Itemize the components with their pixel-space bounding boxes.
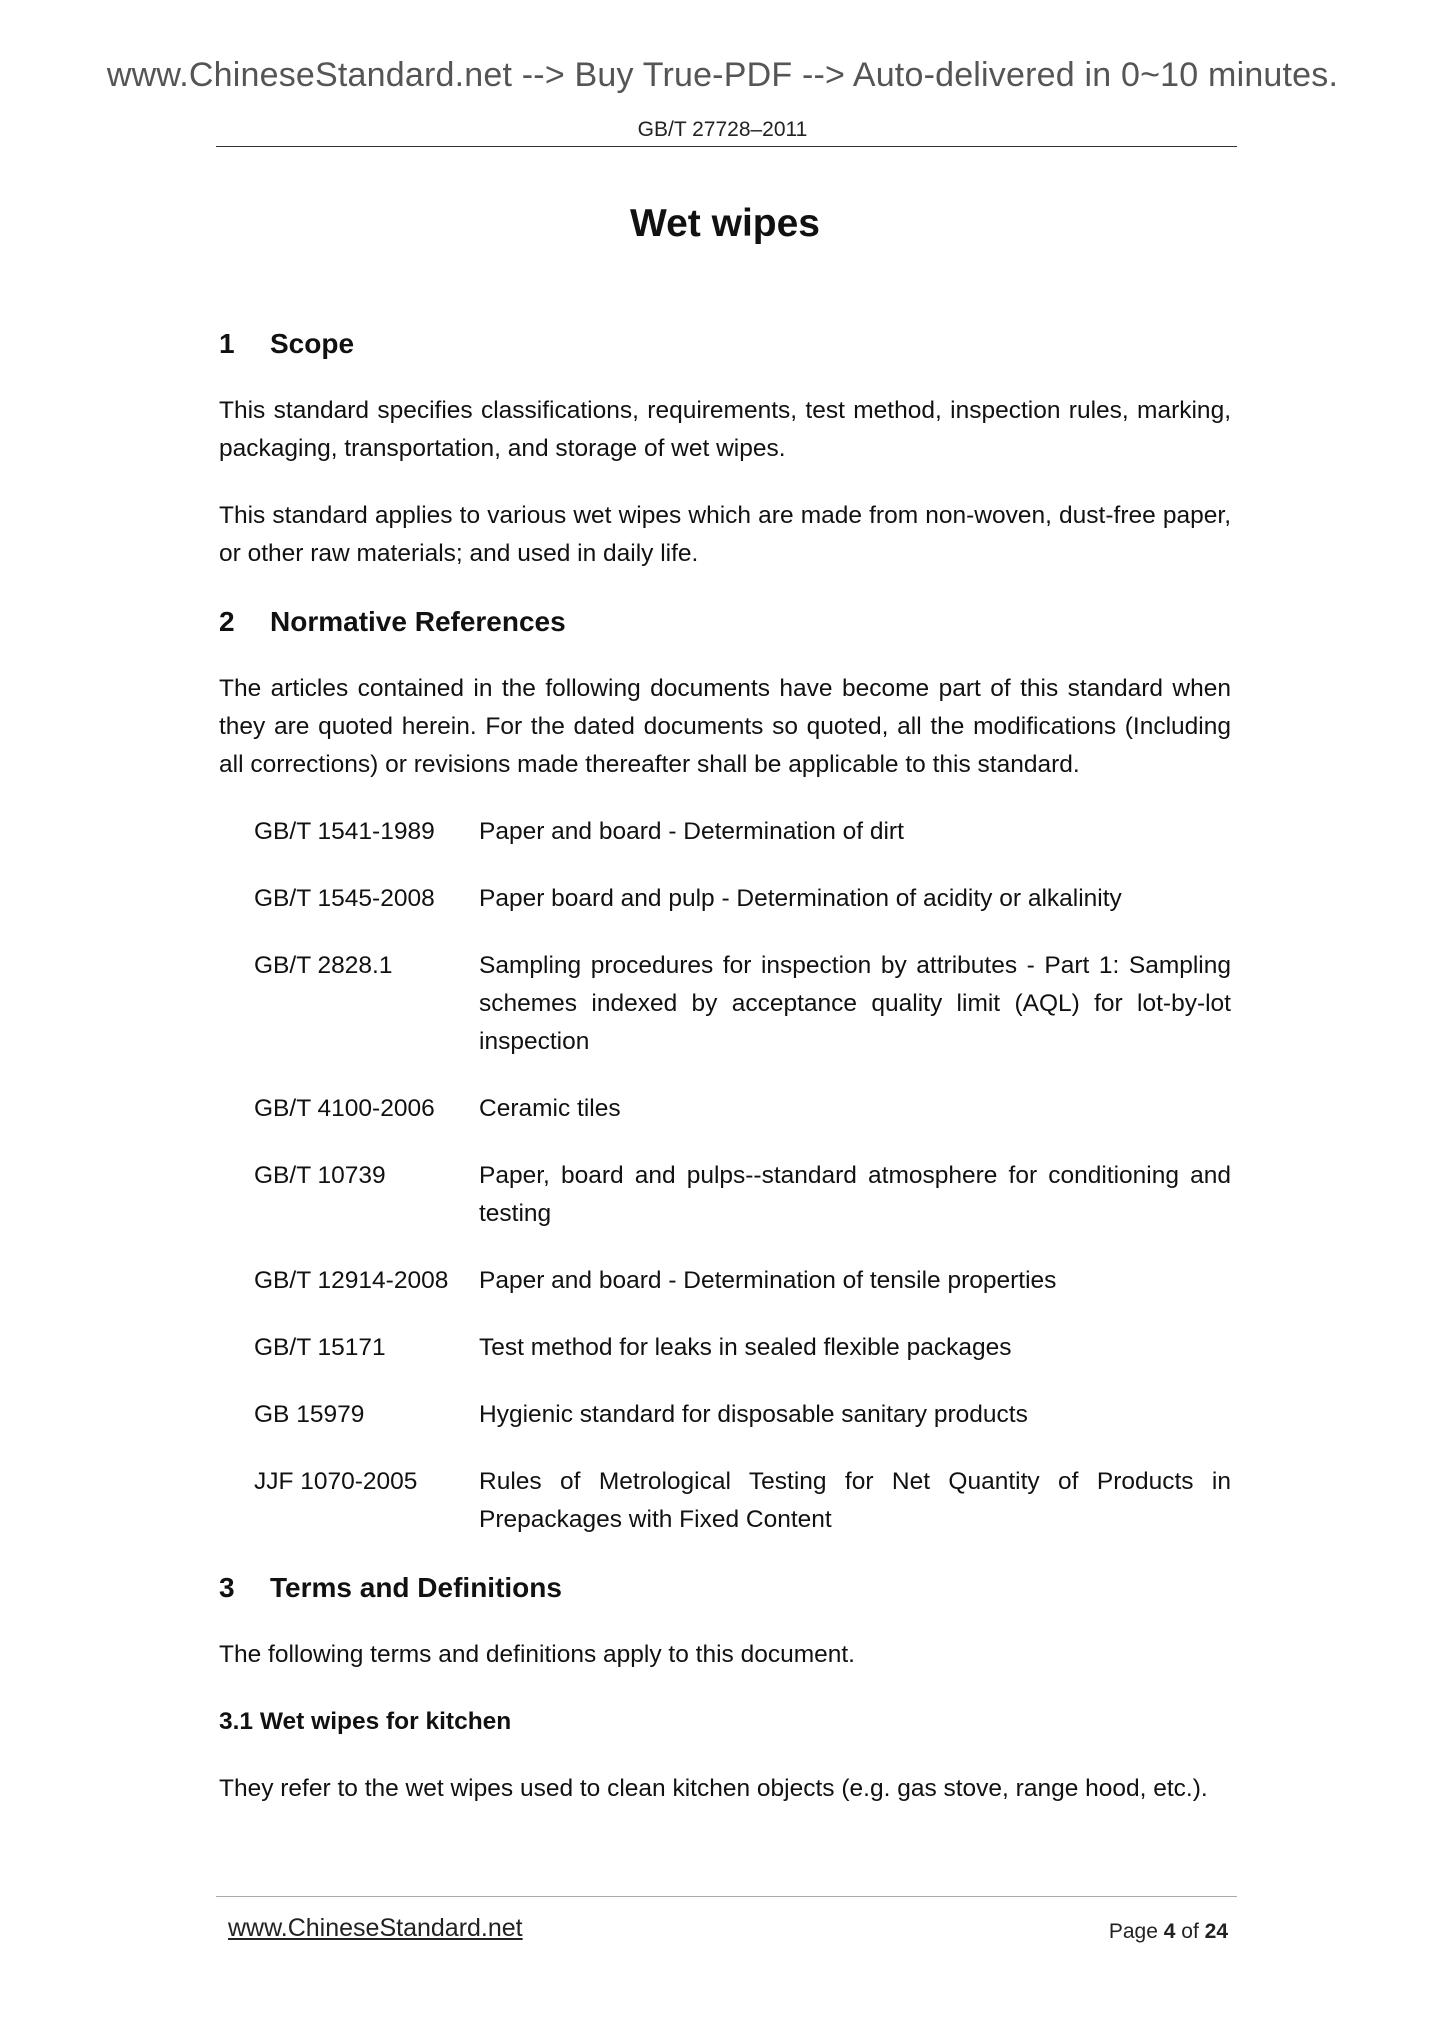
terms-intro: The following terms and definitions apply to this document.: [219, 1641, 855, 1668]
section-number: 1: [219, 328, 235, 359]
subsection-paragraph: They refer to the wet wipes used to clean kitchen objects (e.g. gas stove, range hood, etc.).: [219, 1775, 1208, 1802]
reference-code: GB/T 10739: [254, 1162, 386, 1189]
scope-paragraph: This standard applies to various wet wipes which are made from non-woven, dust-free paper, or other raw materials; and used in daily life.: [219, 502, 1231, 567]
reference-title: Sampling procedures for inspection by attributes - Part 1: Sampling schemes indexed by acceptance quality limit (AQL) for lot-by-lot inspection: [479, 952, 1231, 1055]
standard-code: GB/T 27728–2011: [637, 118, 808, 141]
footer-divider: [216, 1896, 1237, 1897]
section-number: 2: [219, 606, 235, 637]
reference-title: Paper, board and pulps--standard atmosphere for conditioning and testing: [479, 1162, 1231, 1227]
section-normative-heading: [219, 602, 1231, 642]
section-scope-heading: [219, 324, 1231, 364]
reference-title: Ceramic tiles: [479, 1095, 621, 1122]
reference-item: [219, 1463, 1231, 1539]
reference-list: [219, 813, 1231, 1539]
section-title: Scope: [270, 328, 355, 359]
header-divider: [216, 146, 1237, 147]
reference-item: [219, 1157, 1231, 1233]
section-terms-heading: [219, 1568, 1231, 1608]
page-label: Page: [1108, 1920, 1158, 1943]
reference-code: GB/T 12914-2008: [254, 1267, 449, 1294]
document-title: Wet wipes: [630, 202, 820, 245]
footer-website-link[interactable]: www.ChineseStandard.net: [228, 1914, 523, 1942]
reference-code: GB/T 4100-2006: [254, 1095, 435, 1122]
normative-intro: The articles contained in the following documents have become part of this standard when they are quoted herein. For the dated documents so quoted, all the modifications (Including all corrections) or revisions made thereafter shall be applicable to this standard.: [219, 675, 1231, 778]
page-current: 4: [1163, 1920, 1176, 1943]
reference-code: GB/T 1541-1989: [254, 818, 435, 845]
reference-item: [219, 1329, 1231, 1367]
section-title: Normative References: [270, 606, 566, 637]
reference-item: [219, 813, 1231, 851]
reference-title: Test method for leaks in sealed flexible packages: [479, 1334, 1012, 1361]
scope-paragraph: This standard specifies classifications, requirements, test method, inspection rules, marking, packaging, transportation, and storage of wet wipes.: [219, 397, 1231, 462]
reference-item: [219, 1090, 1231, 1128]
subsection-heading: 3.1 Wet wipes for kitchen: [219, 1708, 512, 1735]
reference-code: JJF 1070-2005: [254, 1468, 418, 1495]
section-number: 3: [219, 1572, 235, 1603]
reference-code: GB/T 2828.1: [254, 952, 393, 979]
page-total: 24: [1204, 1920, 1228, 1943]
reference-title: Paper board and pulp - Determination of acidity or alkalinity: [479, 885, 1122, 912]
reference-title: Rules of Metrological Testing for Net Quantity of Products in Prepackages with Fixed Content: [479, 1468, 1231, 1533]
page-of-label: of: [1181, 1920, 1199, 1943]
section-title: Terms and Definitions: [270, 1572, 562, 1603]
reference-item: [219, 947, 1231, 1061]
reference-item: [219, 1396, 1231, 1434]
banner-text: www.ChineseStandard.net --> Buy True-PDF --> Auto-delivered in 0~10 minutes.: [106, 56, 1339, 94]
reference-code: GB/T 15171: [254, 1334, 386, 1361]
document-body: [219, 196, 1231, 1837]
reference-code: GB 15979: [254, 1401, 365, 1428]
reference-code: GB/T 1545-2008: [254, 885, 435, 912]
reference-title: Paper and board - Determination of tensile properties: [479, 1267, 1057, 1294]
reference-title: Paper and board - Determination of dirt: [479, 818, 904, 845]
page-indicator: [1109, 1920, 1228, 1944]
reference-item: [219, 880, 1231, 918]
reference-title: Hygienic standard for disposable sanitary products: [479, 1401, 1028, 1428]
reference-item: [219, 1262, 1231, 1300]
